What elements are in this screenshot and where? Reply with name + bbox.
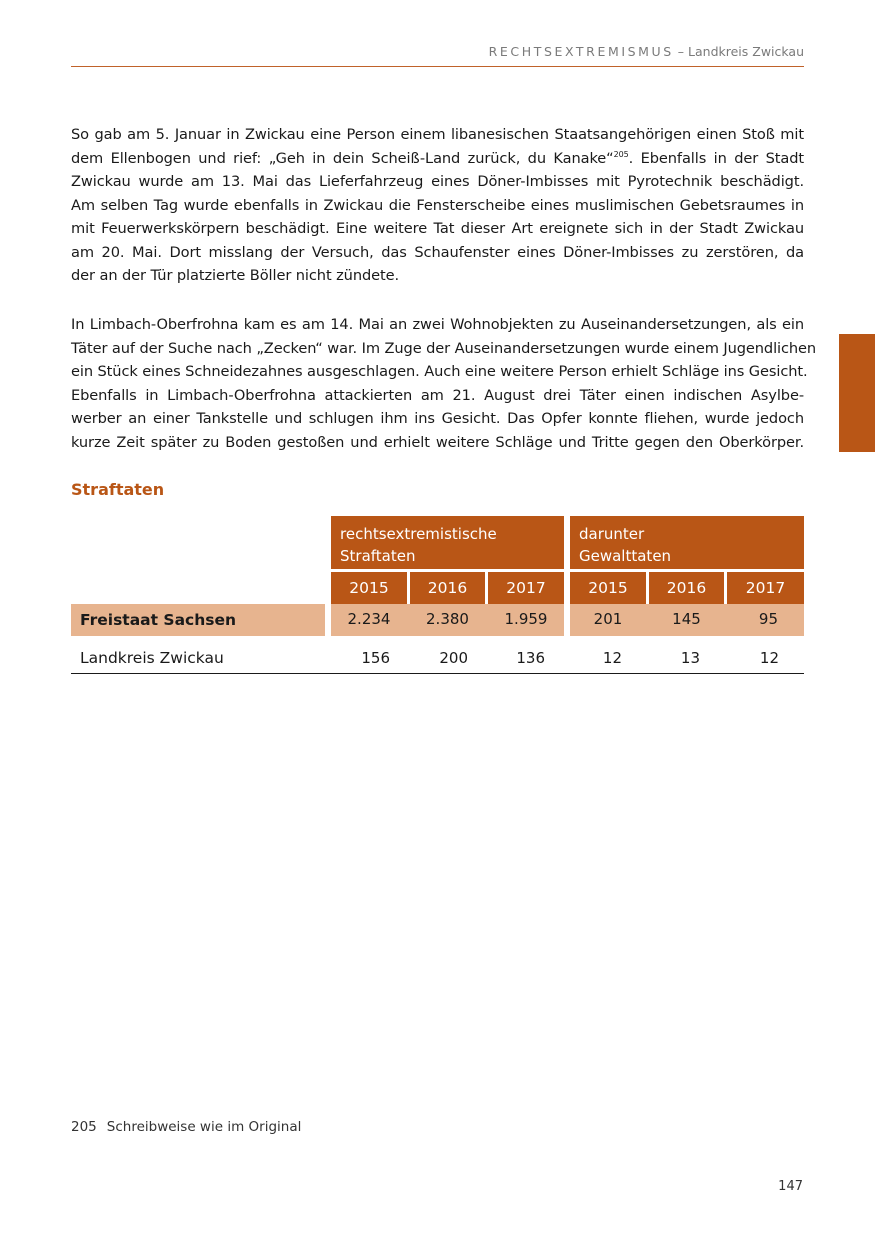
table-cell: 145 xyxy=(672,610,701,628)
paragraph-line: werber an einer Tankstelle und schlugen ihm ins Gesicht. Das Opfer konnte fliehen, wurde jedoch xyxy=(71,410,804,427)
running-head-section: RECHTSEXTREMISMUS xyxy=(488,44,674,59)
column-group-label: Straftaten xyxy=(340,547,416,565)
column-group-header-offences xyxy=(331,516,564,569)
running-head xyxy=(71,44,804,59)
table-cell: 156 xyxy=(361,649,390,667)
table-row-label-freistaat-sachsen: Freistaat Sachsen xyxy=(71,604,325,636)
chapter-side-tab xyxy=(839,334,875,452)
table-cell: 13 xyxy=(680,649,700,667)
table-cell: 95 xyxy=(758,610,778,628)
paragraph-line: So gab am 5. Januar in Zwickau eine Person einem libanesischen Staatsangehörigen einen Stoß mit xyxy=(71,126,804,143)
table-row-label-landkreis-zwickau: Landkreis Zwickau xyxy=(80,649,224,667)
table-title: Straftaten xyxy=(71,480,165,499)
paragraph-line xyxy=(71,147,804,171)
table-cell: 201 xyxy=(593,610,623,628)
paragraph-line: am 20. Mai. Dort misslang der Versuch, das Schaufenster eines Döner-Imbisses zu zerstören, da xyxy=(71,243,804,261)
table-cell: 12 xyxy=(759,649,779,667)
paragraph-line: Am selben Tag wurde ebenfalls in Zwickau die Fensterscheibe eines muslimischen Gebetsraumes in xyxy=(71,196,804,214)
year-header: 2017 xyxy=(488,572,564,604)
table-cell: 136 xyxy=(516,649,545,667)
table-bottom-rule xyxy=(71,673,804,674)
paragraph-line: Täter auf der Suche nach „Zecken“ war. Im Zuge der Auseinandersetzungen wurde einem Jugendlichen xyxy=(71,339,817,357)
year-header: 2015 xyxy=(331,572,407,604)
footnote-number: 205 xyxy=(71,1119,97,1135)
paragraph-line: Zwickau wurde am 13. Mai das Lieferfahrzeug eines Döner-Imbisses mit Pyrotechnik beschädigt. xyxy=(71,173,804,190)
paragraph-line: In Limbach-Oberfrohna kam es am 14. Mai an zwei Wohnobjekten zu Auseinandersetzungen, als ein xyxy=(71,316,804,333)
paragraph-text: dem Ellenbogen und rief: „Geh in dein Scheiß-Land zurück, du Kanake“ xyxy=(71,149,614,167)
page-number: 147 xyxy=(778,1179,803,1194)
footnote-reference: 205 xyxy=(613,149,629,159)
year-header: 2017 xyxy=(727,572,804,604)
table-cell: 200 xyxy=(439,649,468,667)
paragraph-text: . Ebenfalls in der Stadt xyxy=(628,149,805,167)
table-cell: 2.380 xyxy=(426,610,469,628)
paragraph-2 xyxy=(71,313,817,454)
footnote-text: Schreibweise wie im Original xyxy=(106,1119,302,1135)
paragraph-line: der an der Tür platzierte Böller nicht zündete. xyxy=(71,267,400,284)
paragraph-line: mit Feuerwerkskörpern beschädigt. Eine weitere Tat dieser Art ereignete sich in der Stadt Zwickau xyxy=(71,220,804,237)
year-header: 2015 xyxy=(570,572,646,604)
table-cell: 12 xyxy=(602,649,622,667)
column-group-label: Gewalttaten xyxy=(579,547,672,565)
table-cell: 2.234 xyxy=(347,610,391,628)
paragraph-line: ein Stück eines Schneidezahnes ausgeschlagen. Auch eine weitere Person erhielt Schläge ins Gesicht. xyxy=(71,363,808,380)
column-group-header-violent xyxy=(570,516,804,569)
footnote xyxy=(71,1119,301,1135)
header-rule xyxy=(71,66,804,67)
paragraph-line: Ebenfalls in Limbach-Oberfrohna attackierten am 21. August drei Täter einen indischen Asylbe- xyxy=(71,386,804,404)
column-group-label: rechtsextremistische xyxy=(340,525,497,543)
table-cell: 1.959 xyxy=(504,610,548,628)
year-header: 2016 xyxy=(649,572,724,604)
paragraph-line: kurze Zeit später zu Boden gestoßen und erhielt weitere Schläge und Tritte gegen den Oberkörper. xyxy=(71,433,804,451)
year-header: 2016 xyxy=(410,572,485,604)
column-group-label: darunter xyxy=(579,525,645,543)
paragraph-1 xyxy=(71,123,804,288)
running-head-region: – Landkreis Zwickau xyxy=(673,44,804,59)
